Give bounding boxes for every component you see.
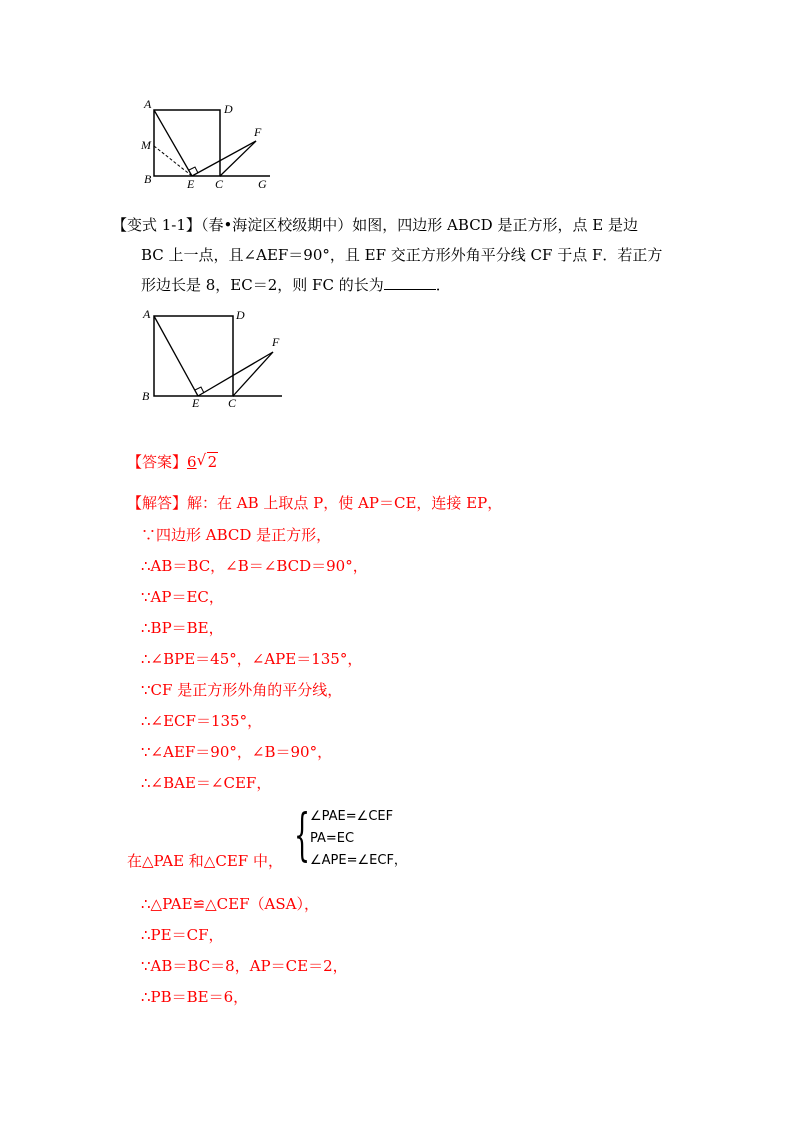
label-d: D bbox=[236, 308, 245, 322]
segment-ae bbox=[154, 110, 192, 176]
solution-first: 解：在 AB 上取点 P，使 AP＝CE，连接 EP， bbox=[187, 494, 503, 512]
label-b: B bbox=[144, 172, 152, 186]
label-f: F bbox=[272, 335, 280, 349]
problem-line-2: BC 上一点，且∠AEF＝90°，且 EF 交正方形外角平分线 CF 于点 F．若正方 bbox=[141, 246, 663, 264]
square-abcd bbox=[154, 316, 233, 396]
problem-text-3-end: ． bbox=[435, 276, 451, 294]
segment-ef bbox=[192, 141, 256, 176]
solution-after: ∵AB＝BC＝8，AP＝CE＝2， bbox=[141, 957, 348, 975]
answer-coef: 6 bbox=[187, 453, 197, 471]
sqrt-expression bbox=[197, 452, 219, 472]
system-intro: 在△PAE 和△CEF 中， bbox=[127, 852, 283, 870]
figure-1-diagram bbox=[138, 96, 278, 192]
label-c: C bbox=[228, 396, 237, 410]
system-line-3-text: ∠APE=∠ECF bbox=[310, 853, 394, 868]
left-brace-icon: { bbox=[294, 803, 311, 868]
system-line-1: ∠PAE=∠CEF bbox=[310, 809, 394, 824]
label-a: A bbox=[144, 97, 152, 111]
segment-cf bbox=[220, 141, 256, 176]
problem-text-3: 形边长是 8，EC＝2，则 FC 的长为 bbox=[141, 276, 384, 294]
solution-step: ∴BP＝BE， bbox=[141, 619, 224, 637]
answer-radicand: 2 bbox=[207, 453, 218, 471]
problem-text-1: （春•海淀区校级期中）如图，四边形 ABCD 是正方形，点 E 是边 bbox=[200, 216, 638, 234]
segment-ae bbox=[154, 316, 198, 396]
solution-first-line bbox=[127, 493, 502, 513]
solution-step: ∴∠ECF＝135°， bbox=[141, 712, 263, 730]
solution-after: ∴PB＝BE＝6， bbox=[141, 988, 249, 1006]
label-f: F bbox=[254, 125, 262, 139]
solution-after: ∴PE＝CF， bbox=[141, 926, 224, 944]
solution-step: ∴AB＝BC，∠B＝∠BCD＝90°， bbox=[141, 557, 368, 575]
segment-cf bbox=[233, 352, 273, 396]
label-d: D bbox=[224, 102, 233, 116]
segment-ef bbox=[198, 352, 273, 396]
problem-line-1 bbox=[112, 215, 638, 235]
solution-step: ∴∠BAE＝∠CEF， bbox=[141, 774, 272, 792]
solution-step: ∵∠AEF＝90°，∠B＝90°， bbox=[141, 743, 333, 761]
answer-blank bbox=[384, 275, 436, 290]
solution-step: ∵四边形 ABCD 是正方形， bbox=[141, 526, 332, 544]
sqrt-sign-icon: √ bbox=[196, 451, 207, 469]
answer-tag: 【答案】 bbox=[127, 453, 188, 471]
system-line-2: PA=EC bbox=[310, 831, 355, 846]
label-b: B bbox=[142, 389, 150, 403]
label-e: E bbox=[187, 177, 195, 191]
label-e: E bbox=[192, 396, 200, 410]
solution-step: ∵AP＝EC， bbox=[141, 588, 224, 606]
label-g: G bbox=[258, 177, 267, 191]
figure-2-diagram bbox=[138, 306, 288, 410]
solution-tag: 【解答】 bbox=[127, 494, 188, 512]
system-line-3 bbox=[310, 850, 407, 872]
solution-step: ∴∠BPE＝45°，∠APE＝135°， bbox=[141, 650, 363, 668]
problem-line-3 bbox=[141, 275, 451, 295]
answer-line bbox=[127, 452, 218, 472]
label-a: A bbox=[143, 307, 151, 321]
label-c: C bbox=[215, 177, 224, 191]
label-m: M bbox=[141, 138, 151, 152]
problem-tag: 【变式 1-1】 bbox=[112, 216, 201, 234]
system-end: ， bbox=[393, 853, 407, 868]
solution-after: ∴△PAE≌△CEF（ASA）， bbox=[141, 895, 319, 913]
solution-step: ∵CF 是正方形外角的平分线， bbox=[141, 681, 343, 699]
segment-me-dashed bbox=[154, 146, 192, 176]
